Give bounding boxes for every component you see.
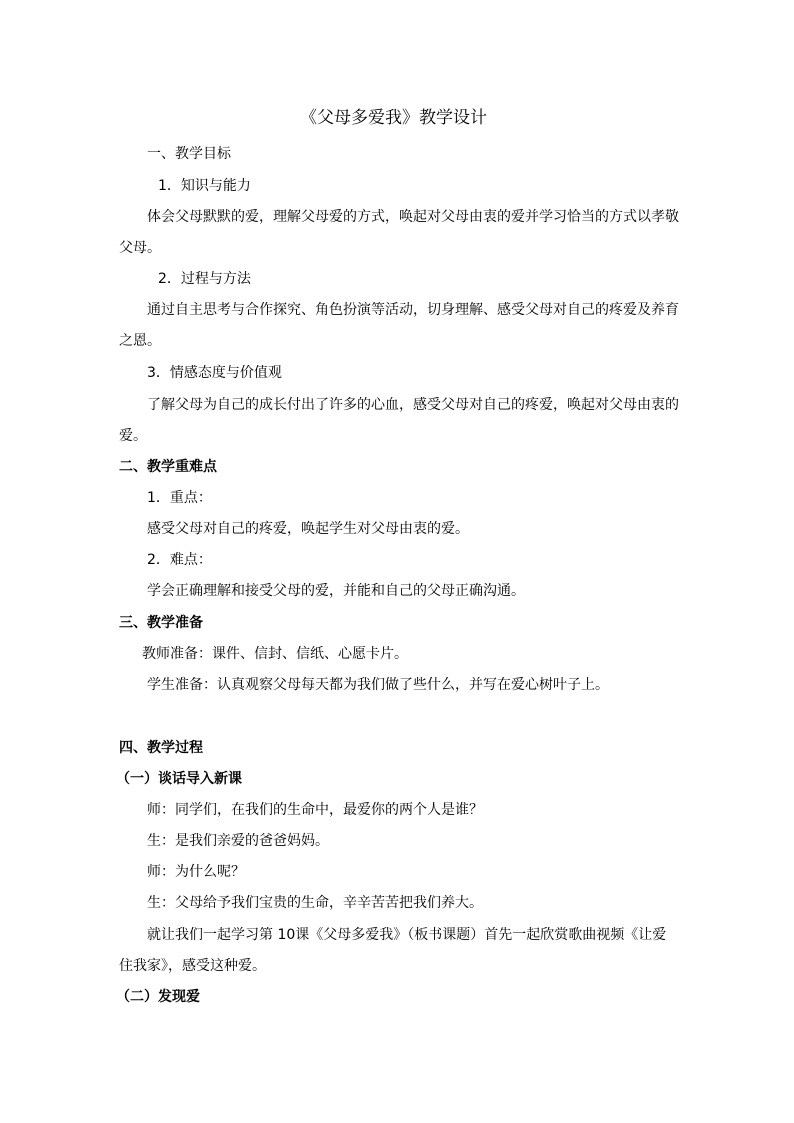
paragraph-knowledge-line2: 父母。 <box>119 240 161 256</box>
key-point-text: 感受父母对自己的疼爱，唤起学生对父母由衷的爱。 <box>147 521 469 537</box>
section-heading-key-points: 二、教学重难点 <box>119 459 217 475</box>
key-point-label: 1．重点： <box>147 490 212 506</box>
teacher-preparation: 教师准备：课件、信封、信纸、心愿卡片。 <box>142 646 408 662</box>
paragraph-values-line2: 爱。 <box>119 428 147 444</box>
part-heading-intro: （一）谈话导入新课 <box>116 771 242 787</box>
dialogue-line: 生：父母给予我们宝贵的生命，辛辛苦苦把我们养大。 <box>147 895 483 911</box>
difficulty-text: 学会正确理解和接受父母的爱，并能和自己的父母正确沟通。 <box>147 583 525 599</box>
section-heading-objectives: 一、教学目标 <box>147 146 231 162</box>
part-heading-discover-love: （二）发现爱 <box>116 989 200 1005</box>
subheading-knowledge: 1．知识与能力 <box>158 178 251 194</box>
subheading-process: 2．过程与方法 <box>158 271 251 287</box>
paragraph-values-line1: 了解父母为自己的成长付出了许多的心血，感受父母对自己的疼爱，唤起对父母由衷的 <box>147 397 679 413</box>
student-preparation: 学生准备：认真观察父母每天都为我们做了些什么，并写在爱心树叶子上。 <box>147 677 609 693</box>
intro-paragraph-line1: 就让我们一起学习第 10课《父母多爱我》（板书课题）首先一起欣赏歌曲视频《让爱 <box>147 927 667 943</box>
difficulty-label: 2．难点： <box>147 552 212 568</box>
document-title: 《父母多爱我》教学设计 <box>300 108 487 128</box>
section-heading-preparation: 三、教学准备 <box>119 615 203 631</box>
paragraph-process-line2: 之恩。 <box>119 333 161 349</box>
paragraph-knowledge-line1: 体会父母默默的爱，理解父母爱的方式，唤起对父母由衷的爱并学习恰当的方式以孝敬 <box>147 209 679 225</box>
section-heading-process: 四、教学过程 <box>119 740 203 756</box>
paragraph-process-line1: 通过自主思考与合作探究、角色扮演等活动，切身理解、感受父母对自己的疼爱及养育 <box>147 302 679 318</box>
dialogue-line: 生：是我们亲爱的爸爸妈妈。 <box>147 833 329 849</box>
subheading-values: 3．情感态度与价值观 <box>147 365 282 381</box>
dialogue-line: 师：同学们，在我们的生命中，最爱你的两个人是谁？ <box>147 802 483 818</box>
intro-paragraph-line2: 住我家》，感受这种爱。 <box>119 958 266 974</box>
dialogue-line: 师：为什么呢？ <box>147 864 245 880</box>
